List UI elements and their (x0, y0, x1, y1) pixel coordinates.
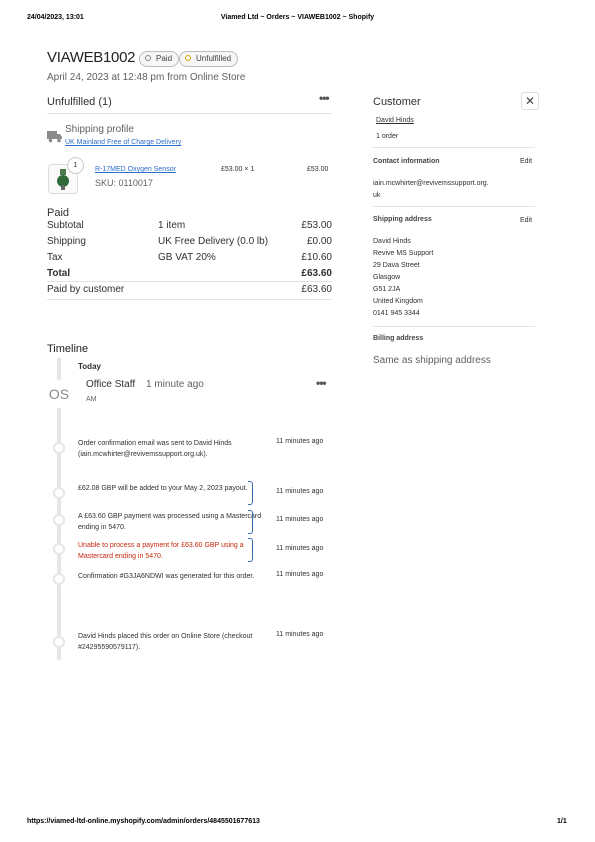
timeline-event-time: 11 minutes ago (276, 516, 324, 523)
truck-icon (47, 129, 63, 143)
timeline-today-label: Today (78, 362, 101, 371)
paid-badge-label: Paid (156, 54, 173, 63)
timeline-event-time: 11 minutes ago (276, 438, 324, 445)
close-icon[interactable]: ✕ (521, 92, 539, 110)
avatar: OS (45, 380, 73, 408)
product-sku: SKU: 0110017 (95, 178, 153, 188)
unfulfilled-title: Unfulfilled (1) (47, 96, 112, 108)
payment-row-label: Paid by customer (47, 284, 125, 295)
timeline-event-dot (53, 636, 65, 648)
shipping-edit-button[interactable]: Edit (520, 217, 533, 224)
expand-bracket (248, 510, 253, 534)
shipping-profile-link[interactable]: UK Mainland Free of Charge Delivery (65, 139, 182, 146)
payment-row-amount: £63.60 (301, 268, 332, 279)
timeline-event-dot (53, 514, 65, 526)
timeline-event-dot (53, 573, 65, 585)
timeline-event-text[interactable]: Order confirmation email was sent to David Hinds (iain.mcwhirter@revivemssupport.org.uk). (78, 440, 232, 458)
unfulfilled-status-icon (185, 55, 191, 61)
payment-row-label: Tax (47, 252, 63, 263)
billing-address-value: Same as shipping address (373, 355, 491, 366)
contact-info-title: Contact information (373, 158, 440, 165)
address-line: 29 Dava Street (373, 262, 420, 269)
payment-row-label: Subtotal (47, 220, 84, 231)
payment-row-detail: 1 item (158, 220, 186, 231)
customer-orders-count: 1 order (376, 133, 399, 140)
timeline-event-time: 11 minutes ago (276, 631, 324, 638)
payment-row-amount: £63.60 (301, 284, 332, 295)
more-actions-icon[interactable]: ••• (319, 91, 329, 105)
timeline-event-text: David Hinds placed this order on Online Store (checkout #24295590579117). (78, 633, 253, 651)
order-subtitle: April 24, 2023 at 12:48 pm from Online Store (47, 72, 246, 83)
divider (47, 113, 332, 114)
payment-row-label: Shipping (47, 236, 86, 247)
comment-author: Office Staff (86, 379, 136, 390)
payment-row-detail: GB VAT 20% (158, 252, 216, 263)
payment-row-amount: £0.00 (306, 236, 332, 247)
timeline-event-dot (53, 543, 65, 555)
shipping-profile-label: Shipping profile (65, 124, 134, 135)
order-number: VIAWEB1002 (47, 49, 136, 66)
timeline-event-error-text[interactable]: Unable to process a payment for £63.60 GBP using a Mastercard ending in 5470. (78, 542, 244, 560)
timeline-event-time: 11 minutes ago (276, 571, 324, 578)
customer-name-link[interactable]: David Hinds (376, 117, 414, 124)
timeline-event-text[interactable]: A £63.60 GBP payment was processed using a Mastercard ending in 5470. (78, 513, 262, 531)
paid-badge (139, 51, 179, 67)
timeline-event-time: 11 minutes ago (276, 488, 324, 495)
payment-title: Paid (47, 207, 70, 219)
payment-row-detail: UK Free Delivery (0.0 lb) (158, 236, 269, 247)
payment-row-label: Total (47, 268, 71, 279)
divider (373, 206, 535, 207)
timeline-event-dot (53, 442, 65, 454)
shipping-address (373, 236, 433, 320)
address-line: Glasgow (373, 274, 401, 281)
timeline-title: Timeline (47, 343, 89, 355)
product-unit-price: £53.00 × 1 (221, 166, 255, 173)
address-line: David Hinds (373, 238, 411, 245)
divider (373, 147, 535, 148)
comment-time: 1 minute ago (146, 379, 204, 390)
divider (373, 326, 535, 327)
timeline-event-time: 11 minutes ago (276, 545, 324, 552)
product-name-link[interactable]: R-17MED Oxygen Sensor (95, 166, 176, 173)
address-line: G51 2JA (373, 286, 401, 293)
address-line: Revive MS Support (373, 250, 434, 257)
payment-row-amount: £10.60 (301, 252, 332, 263)
divider (47, 299, 332, 300)
customer-email-line1[interactable]: iain.mcwhirter@revivemssupport.org. (373, 180, 489, 187)
unfulfilled-badge-label: Unfulfilled (196, 54, 232, 63)
divider (47, 281, 332, 282)
customer-title: Customer (373, 96, 421, 108)
timeline-event-text: Confirmation #G3JA6NDWI was generated for this order. (78, 573, 255, 580)
address-line: 0141 945 3344 (373, 310, 420, 317)
payment-row-amount: £53.00 (301, 220, 332, 231)
print-footer-url: https://viamed-ltd-online.myshopify.com/admin/orders/4845501677613 (27, 818, 260, 825)
address-line: United Kingdom (373, 298, 423, 305)
print-page-title: Viamed Ltd ~ Orders ~ VIAWEB1002 ~ Shopify (220, 14, 375, 21)
shipping-address-title: Shipping address (373, 216, 432, 223)
expand-bracket (248, 481, 253, 505)
unfulfilled-badge (179, 51, 238, 67)
billing-address-title: Billing address (373, 335, 424, 342)
customer-email-line2[interactable]: uk (373, 192, 381, 199)
comment-text: AM (86, 396, 97, 403)
print-datetime: 24/04/2023, 13:01 (27, 14, 84, 21)
print-footer-page: 1/1 (557, 818, 567, 825)
timeline-event-dot (53, 487, 65, 499)
timeline-event-text[interactable]: £62.08 GBP will be added to your May 2, 2023 payout. (78, 485, 248, 492)
expand-bracket (248, 538, 253, 562)
contact-edit-button[interactable]: Edit (520, 158, 533, 165)
quantity-badge: 1 (67, 157, 84, 174)
product-line-total: £53.00 (307, 166, 329, 173)
comment-more-icon[interactable]: ••• (316, 376, 326, 390)
paid-status-icon (145, 55, 151, 61)
